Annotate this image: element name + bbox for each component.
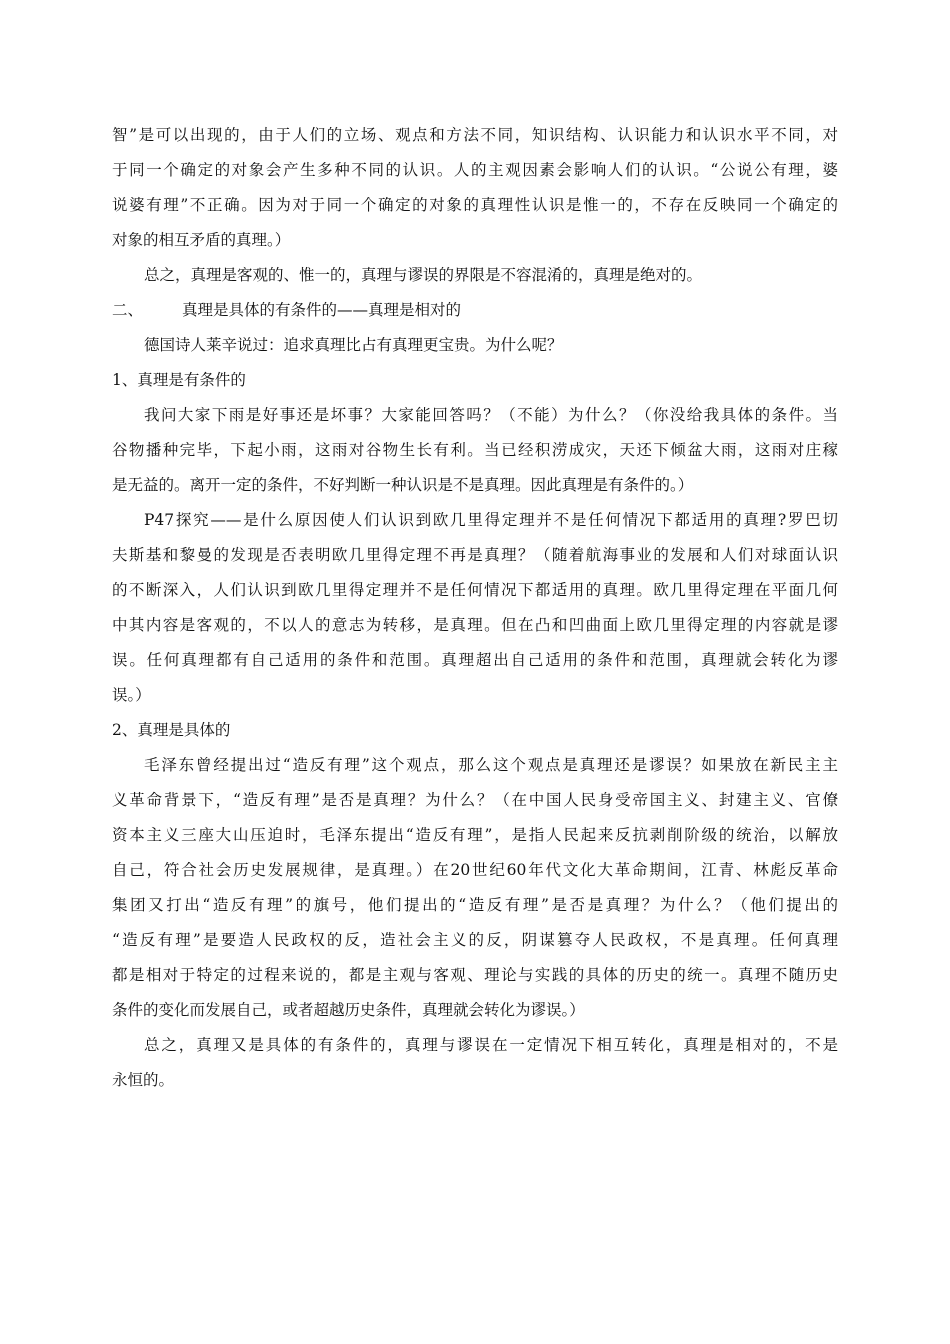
section-heading-two — [112, 293, 838, 328]
text-line: P47探究——是什么原因使人们认识到欧几里得定理并不是任何情况下都适用的真理?罗巴切 — [144, 511, 838, 529]
text-line: 集团又打出“造反有理”的旗号，他们提出的“造反有理”是否是真理？为什么？（他们提出的 — [112, 896, 838, 914]
text-line: 对象的相互矛盾的真理。） — [112, 231, 291, 249]
text-line: 我问大家下雨是好事还是坏事？大家能回答吗？（不能）为什么？（你没给我具体的条件。当 — [144, 406, 838, 424]
text-line: 中其内容是客观的，不以人的意志为转移，是真理。但在凸和凹曲面上欧几里得定理的内容就是谬 — [112, 616, 838, 634]
text-line: 说婆有理”不正确。因为对于同一个确定的对象的真理性认识是惟一的，不存在反映同一个确定的 — [112, 196, 838, 214]
subheading-concrete: 2、真理是具体的 — [112, 721, 231, 739]
text-line: 毛泽东曾经提出过“造反有理”这个观点，那么这个观点是真理还是谬误？如果放在新民主主 — [144, 756, 838, 774]
summary-relative: 总之，真理又是具体的有条件的，真理与谬误在一定情况下相互转化，真理是相对的，不是 — [144, 1036, 838, 1054]
text-line: 夫斯基和黎曼的发现是否表明欧几里得定理不再是真理？（随着航海事业的发展和人们对球面认识 — [112, 546, 838, 564]
summary-absolute: 总之，真理是客观的、惟一的，真理与谬误的界限是不容混淆的，真理是绝对的。 — [144, 266, 703, 284]
text-line: 是无益的。离开一定的条件，不好判断一种认识是不是真理。因此真理是有条件的。） — [112, 476, 694, 494]
text-line: 都是相对于特定的过程来说的，都是主观与客观、理论与实践的具体的历史的统一。真理不随历史 — [112, 966, 838, 984]
document-body — [112, 118, 838, 1098]
text-line: 智”是可以出现的，由于人们的立场、观点和方法不同，知识结构、认识能力和认识水平不同，对 — [112, 126, 838, 144]
subheading-conditional: 1、真理是有条件的 — [112, 371, 246, 389]
text-line: 永恒的。 — [112, 1071, 175, 1089]
text-line: 自己，符合社会历史发展规律，是真理。）在20世纪60年代文化大革命期间，江青、林彪反革命 — [112, 861, 838, 879]
text-line: 义革命背景下，“造反有理”是否是真理？为什么？（在中国人民身受帝国主义、封建主义、官僚 — [112, 791, 838, 809]
text-line: 资本主义三座大山压迫时，毛泽东提出“造反有理”，是指人民起来反抗剥削阶级的统治，以解放 — [112, 826, 838, 844]
text-line: 于同一个确定的对象会产生多种不同的认识。人的主观因素会影响人们的认识。“公说公有理，婆 — [112, 161, 838, 179]
text-line: 谷物播种完毕，下起小雨，这雨对谷物生长有利。当已经积涝成灾，天还下倾盆大雨，这雨对庄稼 — [112, 441, 838, 459]
section-number: 二、 — [112, 301, 144, 319]
text-line: 德国诗人莱辛说过：追求真理比占有真理更宝贵。为什么呢？ — [144, 336, 563, 354]
text-line: 条件的变化而发展自己，或者超越历史条件，真理就会转化为谬误。） — [112, 1001, 585, 1019]
text-line: 误。任何真理都有自己适用的条件和范围。真理超出自己适用的条件和范围，真理就会转化为谬 — [112, 651, 838, 669]
text-line: 的不断深入，人们认识到欧几里得定理并不是任何情况下都适用的真理。欧几里得定理在平面几何 — [112, 581, 838, 599]
text-line: 误。） — [112, 686, 151, 704]
text-line: “造反有理”是要造人民政权的反，造社会主义的反，阴谋篡夺人民政权，不是真理。任何真理 — [112, 931, 838, 949]
section-title: 真理是具体的有条件的——真理是相对的 — [182, 301, 462, 319]
